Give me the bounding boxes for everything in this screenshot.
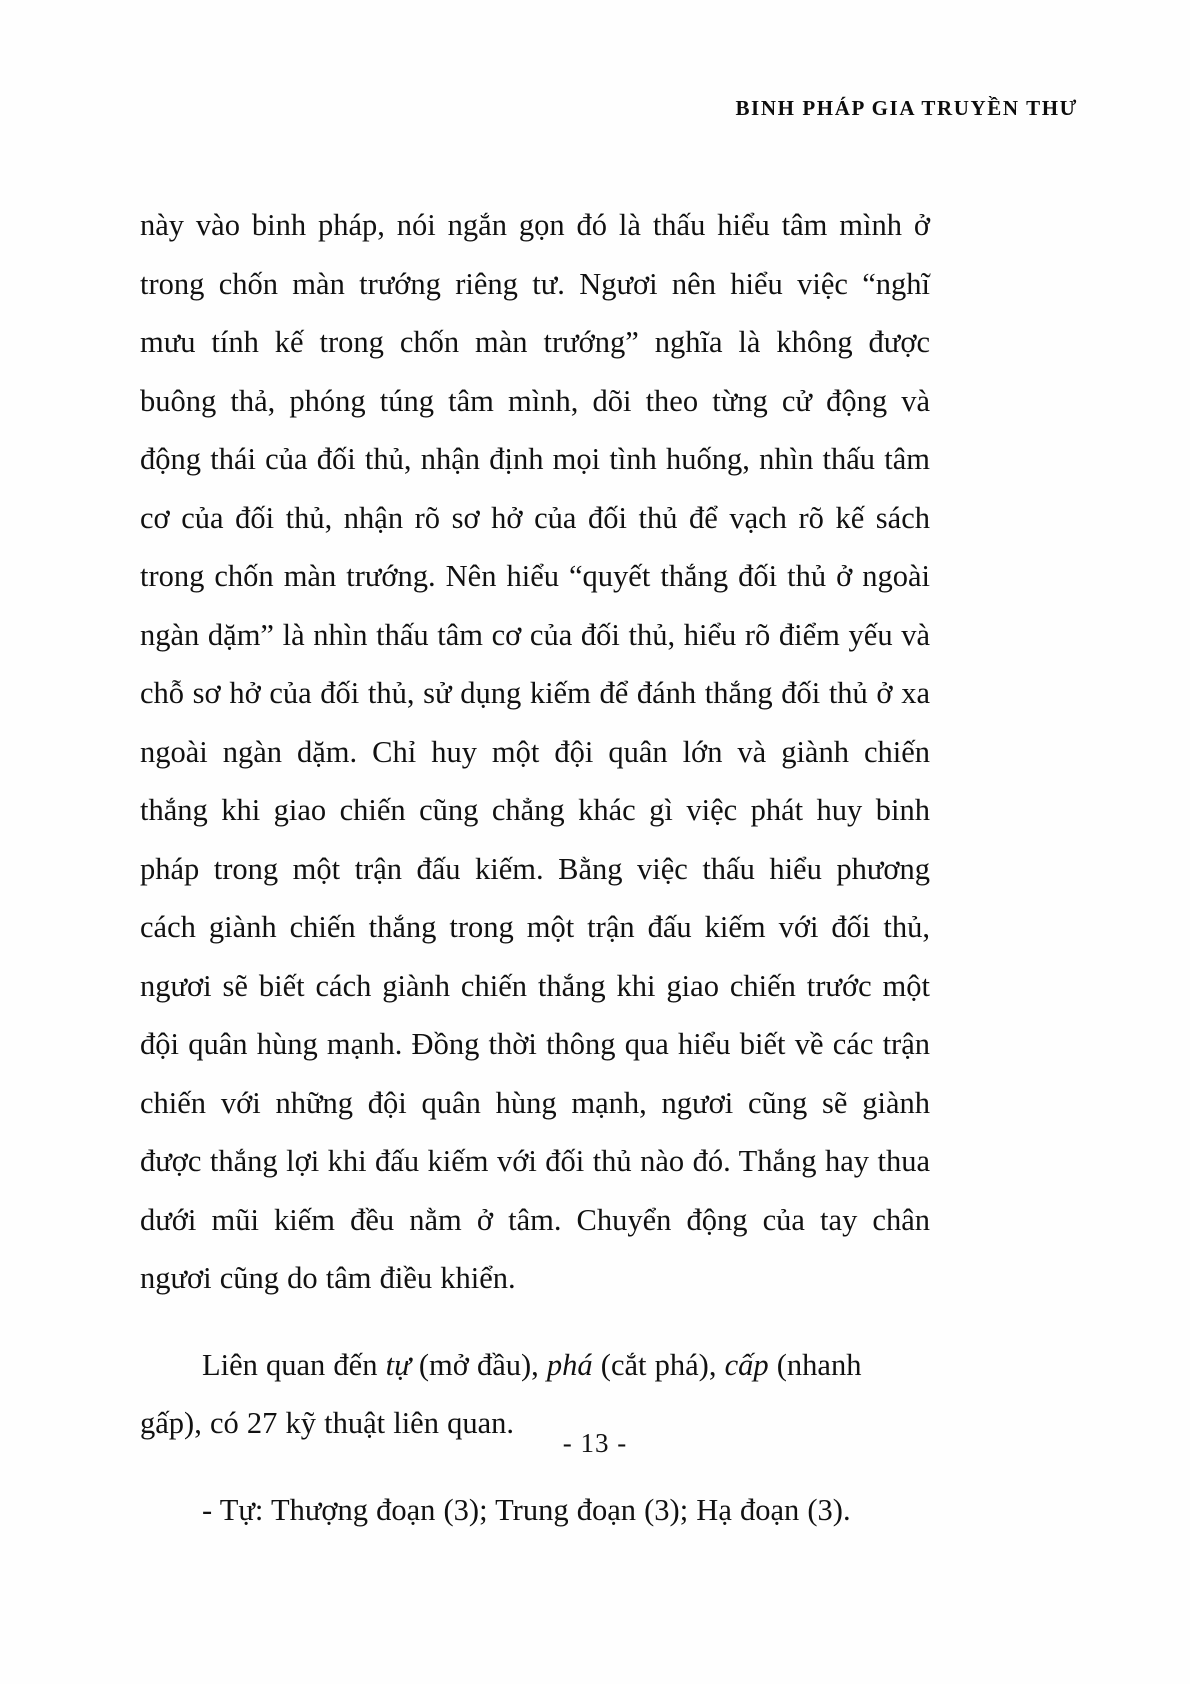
gloss-tu: (mở đầu), [410,1347,547,1382]
term-pha: phá [546,1347,593,1382]
text-block [140,196,930,1539]
term-cap: cấp [724,1347,769,1382]
terms-lead: Liên quan đến [202,1347,386,1382]
term-tu: tự [385,1347,411,1382]
gloss-cap: (nhanh gấp), có 27 kỹ thuật liên quan. [140,1347,862,1440]
running-header: BINH PHÁP GIA TRUYỀN THƯ [735,96,1078,120]
page-number: - 13 - [562,1428,628,1458]
body-paragraph-list: - Tự: Thượng đoạn (3); Trung đoạn (3); Hạ đoạn (3). [202,1492,851,1527]
gloss-pha: (cắt phá), [592,1347,725,1382]
body-paragraph-main: này vào binh pháp, nói ngắn gọn đó là thấu hiểu tâm mình ở trong chốn màn trướng riêng tư. Ngươi nên hiểu việc “nghĩ mưu tính kế trong chốn màn trướng” nghĩa là không được buông thả, phóng túng tâm mình, dõi theo từng cử động và động thái của đối thủ, nhận định mọi tình huống, nhìn thấu tâm cơ của đối thủ, nhận rõ sơ hở của đối thủ để vạch rõ kế sách trong chốn màn trướng. Nên hiểu “quyết thắng đối thủ ở ngoài ngàn dặm” là nhìn thấu tâm cơ của đối thủ, hiểu rõ điểm yếu và chỗ sơ hở của đối thủ, sử dụng kiếm để đánh thắng đối thủ ở xa ngoài ngàn dặm. Chỉ huy một đội quân lớn và giành chiến thắng khi giao chiến cũng chẳng khác gì việc phát huy binh pháp trong một trận đấu kiếm. Bằng việc thấu hiểu phương cách giành chiến thắng trong một trận đấu kiếm với đối thủ, ngươi sẽ biết cách giành chiến thắng khi giao chiến trước một đội quân hùng mạnh. Đồng thời thông qua hiểu biết về các trận chiến với những đội quân hùng mạnh, ngươi cũng sẽ giành được thắng lợi khi đấu kiếm với đối thủ nào đó. Thắng hay thua dưới mũi kiếm đều nằm ở tâm. Chuyển động của tay chân ngươi cũng do tâm điều khiển. [140,208,930,1295]
